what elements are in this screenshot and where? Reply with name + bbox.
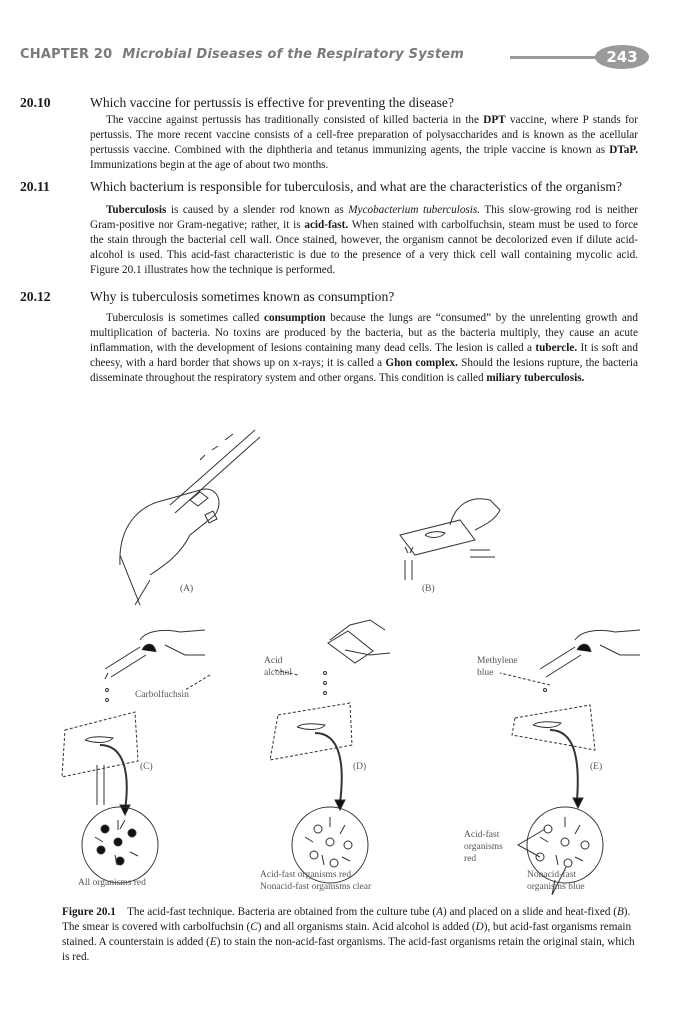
- question-20-11: [20, 179, 640, 195]
- panel-e-drawing: [512, 630, 640, 895]
- methylene-blue-label: Methylene blue: [477, 656, 518, 678]
- text-segment: tubercle.: [535, 342, 578, 354]
- chapter-number: CHAPTER 20: [20, 47, 113, 62]
- question-text: Why is tuberculosis sometimes known as consumption?: [90, 289, 395, 304]
- result-d: Acid-fast organisms red Nonacid-fast organisms clear: [260, 870, 372, 892]
- text-segment: ) to stain the non-acid-fast organisms. The acid-fast organisms retain the original stain, which is red.: [62, 936, 635, 963]
- text-segment: because the lungs are “consumed” by the unrelenting growth and multiplication of bacteria. No toxins are produced by the bacteria, but as the bacteria multiply, they cause an acute inflammation, with the development of lesions containing many dead cells. The lesion is called a: [90, 312, 638, 354]
- panel-b-drawing: [400, 499, 500, 580]
- panel-c-drawing: [62, 630, 205, 883]
- text-segment: ) and all organisms stain. Acid alcohol is added (: [257, 921, 476, 933]
- question-number: 20.10: [20, 95, 51, 110]
- chapter-title: Microbial Diseases of the Respiratory System: [122, 47, 465, 62]
- text-segment: Tuberculosis: [106, 204, 167, 216]
- text-segment: miliary tuberculosis.: [486, 372, 585, 384]
- running-header: [20, 47, 464, 62]
- figure-caption-text: [62, 906, 635, 963]
- text-segment: ), but acid-fast organisms remain stained. A counterstain is added (: [62, 921, 632, 948]
- figure-caption-label: Figure 20.1: [62, 906, 116, 918]
- text-segment: consumption: [264, 312, 326, 324]
- text-segment: Tuberculosis is sometimes called: [106, 312, 265, 324]
- figure-20-1: [0, 405, 683, 895]
- text-segment: B: [616, 906, 624, 918]
- text-segment: acid-fast.: [304, 219, 349, 231]
- question-text: Which vaccine for pertussis is effective for preventing the disease?: [90, 95, 454, 110]
- question-20-10: [20, 95, 640, 111]
- answer-20-11: [90, 203, 638, 278]
- text-segment: C: [250, 921, 258, 933]
- text-segment: is caused by a slender rod known as: [166, 204, 349, 216]
- result-c: All organisms red: [78, 878, 146, 888]
- text-segment: Immunizations begin at the age of about two months.: [90, 159, 329, 171]
- text-segment: Ghon complex.: [385, 357, 458, 369]
- question-text: Which bacterium is responsible for tuberculosis, and what are the characteristics of the organism?: [90, 179, 622, 194]
- text-segment: This slow-growing rod is neither Gram-positive nor Gram-negative; rather, it is: [90, 204, 639, 231]
- text-segment: ). The smear is covered with carbolfuchsin (: [62, 906, 631, 933]
- text-segment: DTaP.: [609, 144, 638, 156]
- label-b: (B): [422, 584, 435, 594]
- text-segment: When stained with carbolfuchsin, steam must be used to force the stain through the bacterial cell wall. Once stained, however, the organism cannot be decolorized even if dilute acid-alcohol is used. This acid-fast characteristic is due to the presence of a very thick cell wall containing mycolic acid. Figure 20.1 illustrates how the technique is performed.: [90, 219, 638, 276]
- carbolfuchsin-label: Carbolfuchsin: [135, 690, 189, 700]
- question-20-12: [20, 289, 640, 305]
- text-segment: The vaccine against pertussis has traditionally consisted of killed bacteria in the: [106, 114, 484, 126]
- panel-a-drawing: [120, 430, 260, 605]
- label-e: (E): [590, 762, 603, 772]
- text-segment: E: [209, 936, 217, 948]
- text-segment: Mycobacterium tuberculosis.: [348, 204, 481, 216]
- text-segment: D: [475, 921, 484, 933]
- text-segment: vaccine, where P stands for pertussis. The more recent vaccine consists of a cell-free preparation of polysaccharides and is known as the acellular pertussis vaccine. Combined with the diphtheria and tetanus immunizing agents, the triple vaccine is known as: [90, 114, 638, 156]
- text-segment: DPT: [483, 114, 506, 126]
- question-number: 20.11: [20, 179, 50, 194]
- label-c: (C): [140, 762, 153, 772]
- text-segment: A: [436, 906, 443, 918]
- question-number: 20.12: [20, 289, 51, 304]
- text-segment: Should the lesions rupture, the bacteria disseminate throughout the respiratory system and other organs. This condition is called: [90, 357, 638, 384]
- text-segment: The acid-fast technique. Bacteria are obtained from the culture tube (: [127, 906, 437, 918]
- answer-20-12: [90, 311, 638, 386]
- header-rule: [510, 56, 600, 59]
- figure-caption: [62, 905, 644, 965]
- acid-fast-red-label: Acid-fast organisms red: [464, 830, 503, 864]
- text-segment: ) and placed on a slide and heat-fixed (: [442, 906, 617, 918]
- acid-fast-technique-illustration: [0, 405, 683, 895]
- result-e: Nonacid-fast organisms blue: [527, 870, 585, 892]
- answer-20-10: [90, 113, 638, 173]
- page-number: 243: [595, 45, 649, 69]
- label-d: (D): [353, 762, 367, 772]
- text-segment: It is soft and cheesy, with a hard border that shows up on x-rays; it is called a: [90, 342, 638, 369]
- acid-alcohol-label: Acid alcohol: [264, 656, 292, 678]
- label-a: (A): [180, 584, 194, 594]
